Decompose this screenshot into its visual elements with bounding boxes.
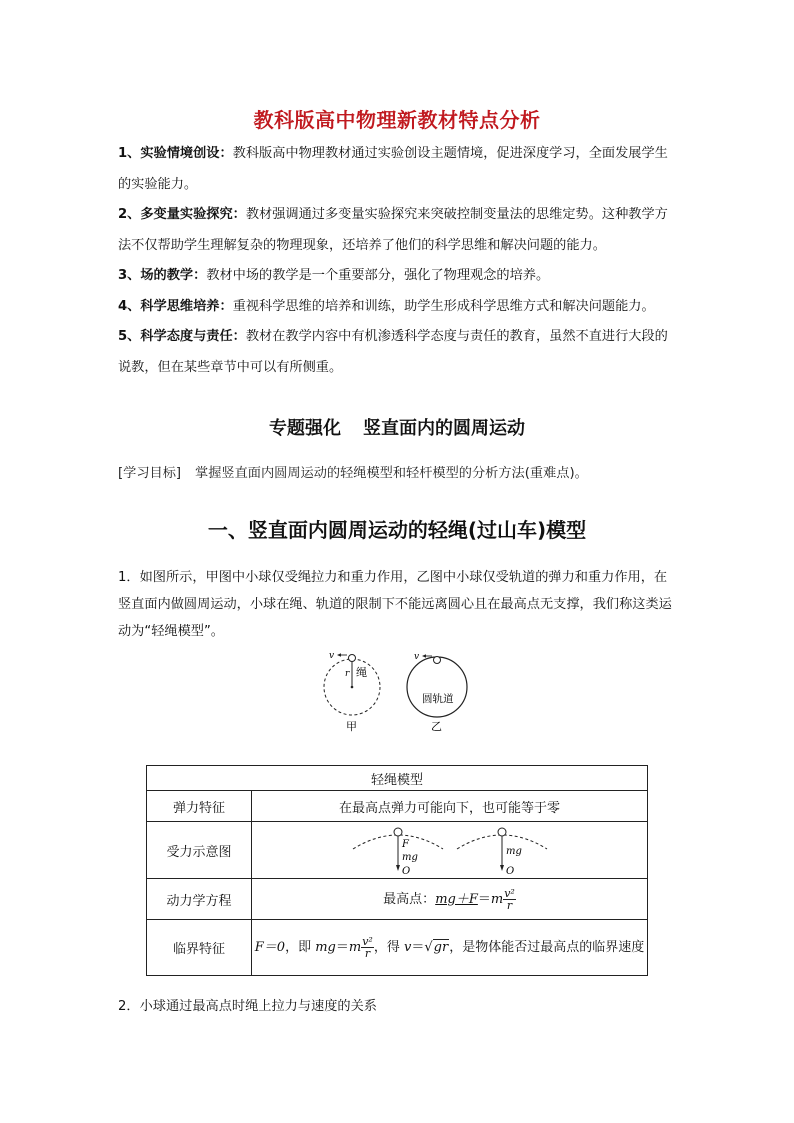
critical-mg: mg: [315, 940, 336, 955]
critical-eq: ＝: [335, 940, 349, 955]
feature-list: [118, 139, 678, 383]
critical-de: ，得: [373, 940, 404, 955]
O-label-left: O: [401, 866, 410, 877]
v-label-jia: v: [329, 651, 335, 661]
row-label-critical: 临界特征: [147, 920, 252, 976]
F-label: F: [401, 839, 409, 850]
track-circle: [407, 657, 467, 717]
critical-fraction: [361, 936, 374, 959]
force-diagram-cell: [252, 822, 648, 879]
row-label-elastic: 弹力特征: [147, 791, 252, 822]
paragraph-1: 1．如图所示，甲图中小球仅受绳拉力和重力作用，乙图中小球仅受轨道的弹力和重力作用，在竖直面内做圆周运动，小球在绳、轨道的限制下不能远离圆心且在最高点无支撑，我们称这类运动为“轻绳模型”。: [118, 570, 672, 639]
feature-text: 教材强调通过多变量实验探究来突破控制变量法的思维定势。这种教学方法不仅帮助学生理解复杂的物理现象，还培养了他们的科学思维和解决问题的能力。: [118, 207, 668, 253]
critical-m: m: [348, 940, 362, 955]
critical-v: v: [403, 940, 412, 955]
f-zero: F＝0: [254, 940, 286, 955]
feature-text: 教材中场的教学是一个重要部分，强化了物理观念的培养。: [206, 268, 550, 283]
feature-label: 5、科学态度与责任：: [118, 329, 246, 344]
arrow-head-icon: [337, 653, 341, 656]
feature-label: 1、实验情境创设：: [118, 146, 233, 161]
feature-label: 2、多变量实验探究：: [118, 207, 246, 222]
feature-item-3: [118, 261, 678, 292]
topic-heading: [0, 414, 794, 440]
dynamics-formula: [252, 879, 648, 920]
table-row: [147, 920, 648, 976]
table-header-row: [147, 766, 648, 791]
feature-item-5: [118, 322, 678, 383]
rope-label: 绳: [356, 666, 367, 679]
mg-label-left: mg: [401, 852, 418, 863]
formula-eq: ＝: [477, 891, 491, 907]
formula-prefix: 最高点：: [383, 891, 436, 907]
ball-jia: [349, 655, 356, 662]
topic-part1: 专题强化: [269, 418, 341, 439]
track-label: 圆轨道: [422, 693, 454, 705]
page-title: 教科版高中物理新教材特点分析: [253, 108, 541, 132]
feature-text: 教材在教学内容中有机渗透科学态度与责任的教育，虽然不直进行大段的说教，但在某些章节中可以有所侧重。: [118, 329, 668, 375]
arrow-head-icon: [422, 654, 426, 657]
arrow-head-icon: [500, 865, 504, 871]
critical-eq2: ＝: [411, 940, 425, 955]
feature-item-2: [118, 200, 678, 261]
row-value-elastic: 在最高点弹力可能向下，也可能等于零: [252, 791, 648, 822]
critical-tail: ，是物体能否过最高点的临界速度: [449, 940, 645, 955]
fraction-numerator: v²: [362, 935, 373, 948]
fraction-denominator: r: [364, 947, 371, 960]
feature-text: 教科版高中物理教材通过实验创设主题情境，促进深度学习，全面发展学生的实验能力。: [118, 146, 668, 192]
mg-label-right: mg: [505, 846, 522, 857]
table-row: [147, 791, 648, 822]
r-label: r: [345, 669, 350, 679]
O-label-right: O: [505, 866, 514, 877]
feature-item-1: [118, 139, 678, 200]
rope-model-table: [146, 765, 648, 976]
ball-right: [498, 828, 506, 836]
feature-item-4: [118, 292, 678, 323]
fraction-numerator: v²: [504, 886, 515, 900]
feature-label: 4、科学思维培养：: [118, 298, 233, 314]
paragraph-2: 2．小球通过最高点时绳上拉力与速度的关系: [118, 999, 377, 1014]
v-label-yi: v: [414, 652, 420, 662]
table-header: 轻绳模型: [147, 766, 648, 791]
feature-text: 重视科学思维的培养和训练，助学生形成科学思维方式和解决问题能力。: [232, 298, 655, 314]
formula-fraction: [503, 888, 516, 911]
circular-motion-figure: [316, 646, 476, 738]
critical-formula: [252, 920, 648, 976]
row-label-dynamics: 动力学方程: [147, 879, 252, 920]
sqrt-content: gr: [433, 940, 449, 955]
fraction-denominator: r: [506, 898, 513, 912]
table-row: [147, 879, 648, 920]
sqrt-icon: √: [424, 940, 433, 955]
ball-yi: [434, 657, 441, 664]
center-dot: [351, 686, 354, 689]
goal-label: [学习目标]: [118, 466, 182, 481]
force-diagram: [350, 823, 550, 877]
formula-m: m: [490, 891, 504, 907]
jia-label: 甲: [346, 720, 357, 733]
topic-part2: 竖直面内的圆周运动: [363, 418, 525, 439]
arrow-head-icon: [396, 865, 400, 871]
yi-label: 乙: [431, 720, 442, 733]
row-label-force: 受力示意图: [147, 822, 252, 879]
learning-goal: [118, 462, 588, 481]
formula-lhs: mg＋F: [435, 891, 478, 907]
ball-left: [394, 828, 402, 836]
critical-ji: ，即: [285, 940, 316, 955]
section-heading: 一、竖直面内圆周运动的轻绳(过山车)模型: [207, 518, 587, 542]
table-row: [147, 822, 648, 879]
feature-label: 3、场的教学：: [118, 268, 207, 283]
goal-text: 掌握竖直面内圆周运动的轻绳模型和轻杆模型的分析方法(重难点)。: [195, 466, 588, 481]
